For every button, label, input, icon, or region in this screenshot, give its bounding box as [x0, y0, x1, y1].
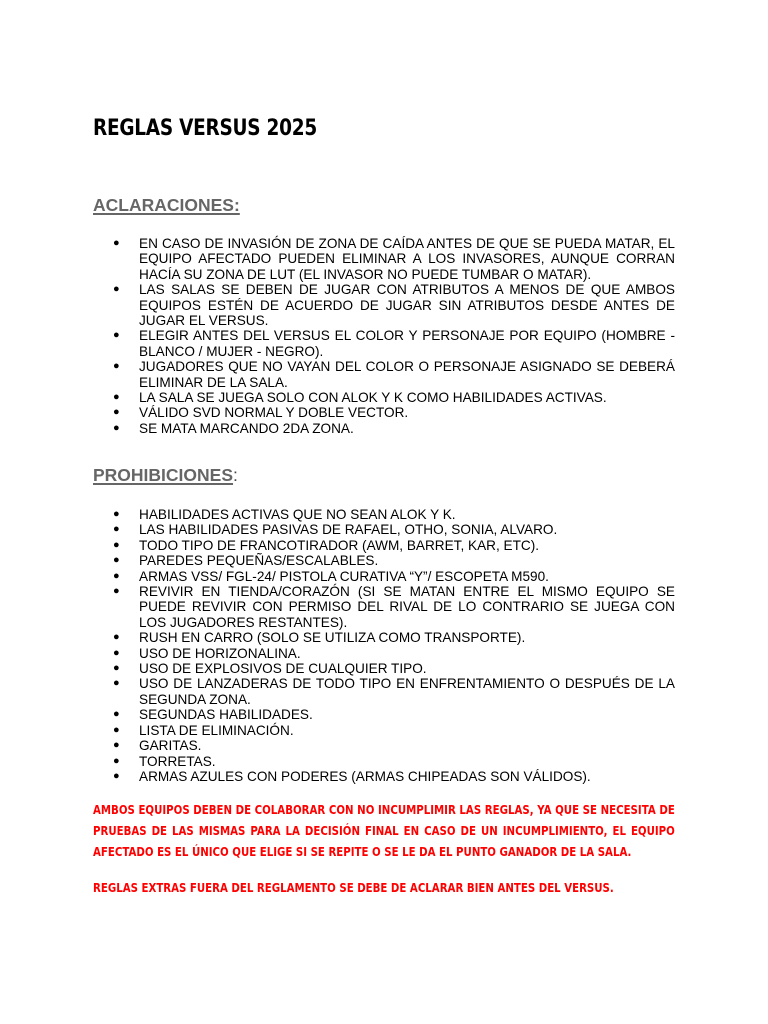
page-title: REGLAS VERSUS 2025	[93, 116, 317, 141]
bullet-icon: ●	[113, 523, 120, 536]
list-item	[93, 390, 675, 405]
bullet-icon: ●	[113, 508, 120, 520]
list-item	[93, 359, 675, 390]
prohibiciones-heading	[93, 465, 238, 486]
list-item-text: LAS HABILIDADES PASIVAS DE RAFAEL, OTHO, SONIA, ALVARO.	[139, 522, 558, 538]
extra-rules-warning	[93, 877, 675, 898]
list-item	[93, 646, 675, 661]
bullet-icon: ●	[113, 677, 120, 690]
list-item	[93, 569, 675, 584]
aclaraciones-heading-text: ACLARACIONES:	[93, 195, 240, 215]
extra-rules-warning-text: REGLAS EXTRAS FUERA DEL REGLAMENTO SE DEBE DE ACLARAR BIEN ANTES DEL VERSUS.	[93, 880, 614, 895]
list-item	[93, 553, 675, 568]
list-item-text: TORRETAS.	[139, 753, 216, 769]
list-item-text: HABILIDADES ACTIVAS QUE NO SEAN ALOK Y K.	[139, 507, 456, 522]
bullet-icon: ●	[113, 723, 120, 736]
list-item-text: USO DE EXPLOSIVOS DE CUALQUIER TIPO.	[139, 661, 427, 677]
bullet-icon: ●	[113, 538, 120, 551]
collaboration-warning	[93, 799, 675, 862]
bullet-icon: ●	[113, 708, 120, 721]
bullet-icon: ●	[113, 769, 120, 782]
list-item-text: USO DE HORIZONALINA.	[139, 645, 301, 661]
list-item-text: ARMAS AZULES CON PODERES (ARMAS CHIPEADAS SON VÁLIDOS).	[139, 768, 591, 784]
bullet-icon: ●	[113, 391, 120, 404]
list-item	[93, 421, 675, 436]
prohibiciones-list	[93, 507, 675, 784]
list-item	[93, 282, 675, 328]
bullet-icon: ●	[113, 585, 120, 598]
list-item	[93, 538, 675, 553]
prohibiciones-heading-colon: :	[233, 465, 238, 485]
bullet-icon: ●	[113, 646, 120, 659]
list-item	[93, 405, 675, 420]
list-item	[93, 328, 675, 359]
list-item	[93, 738, 675, 753]
list-item	[93, 661, 675, 676]
collaboration-warning-text: AMBOS EQUIPOS DEBEN DE COLABORAR CON NO INCUMPLIMIR LAS REGLAS, YA QUE SE NECESITA DE PRUEBAS DE LAS MISMAS PARA LA DECISIÓN FINAL EN CASO DE UN INCUMPLIMIENTO, EL EQUIPO AFECTADO ES EL ÚNICO QUE ELIGE SI SE REPITE O SE LE DA EL PUNTO GANADOR DE LA SALA.	[93, 802, 675, 859]
list-item-text: LISTA DE ELIMINACIÓN.	[139, 722, 294, 738]
list-item-text: EN CASO DE INVASIÓN DE ZONA DE CAÍDA ANTES DE QUE SE PUEDA MATAR, EL EQUIPO AFECTADO PUEDEN ELIMINAR A LOS INVASORES, AUNQUE CORRAN HACÍA SU ZONA DE LUT (EL INVASOR NO PUEDE TUMBAR O MATAR).	[139, 236, 675, 282]
list-item	[93, 630, 675, 645]
aclaraciones-list	[93, 236, 675, 436]
list-item	[93, 507, 675, 522]
bullet-icon: ●	[113, 754, 120, 767]
aclaraciones-heading	[93, 195, 240, 216]
list-item	[93, 236, 675, 282]
list-item-text: TODO TIPO DE FRANCOTIRADOR (AWM, BARRET, KAR, ETC).	[139, 537, 540, 553]
list-item	[93, 584, 675, 630]
list-item-text: SEGUNDAS HABILIDADES.	[139, 707, 313, 723]
list-item-text: GARITAS.	[139, 738, 202, 754]
bullet-icon: ●	[113, 283, 120, 296]
list-item	[93, 769, 675, 784]
list-item-text: ARMAS VSS/ FGL-24/ PISTOLA CURATIVA “Y”/ ESCOPETA M590.	[139, 568, 549, 584]
list-item-text: VÁLIDO SVD NORMAL Y DOBLE VECTOR.	[139, 405, 409, 421]
bullet-icon: ●	[113, 421, 120, 434]
list-item	[93, 676, 675, 707]
list-item-text: ELEGIR ANTES DEL VERSUS EL COLOR Y PERSONAJE POR EQUIPO (HOMBRE - BLANCO / MUJER - NEGRO).	[139, 328, 675, 359]
list-item-text: LA SALA SE JUEGA SOLO CON ALOK Y K COMO HABILIDADES ACTIVAS.	[139, 390, 607, 406]
bullet-icon: ●	[113, 739, 120, 752]
list-item-text: SE MATA MARCANDO 2DA ZONA.	[139, 420, 354, 436]
list-item-text: PAREDES PEQUEÑAS/ESCALABLES.	[139, 553, 379, 569]
list-item-text: USO DE LANZADERAS DE TODO TIPO EN ENFRENTAMIENTO O DESPUÉS DE LA SEGUNDA ZONA.	[139, 676, 675, 707]
bullet-icon: ●	[113, 237, 120, 249]
list-item-text: REVIVIR EN TIENDA/CORAZÓN (SI SE MATAN ENTRE EL MISMO EQUIPO SE PUEDE REVIVIR CON PERMISO DEL RIVAL DE LO CONTRARIO SE JUEGA CON LOS JUGADORES RESTANTES).	[139, 584, 675, 630]
prohibiciones-heading-text: PROHIBICIONES	[93, 465, 234, 485]
list-item-text: RUSH EN CARRO (SOLO SE UTILIZA COMO TRANSPORTE).	[139, 630, 526, 646]
list-item	[93, 522, 675, 537]
bullet-icon: ●	[113, 662, 120, 675]
bullet-icon: ●	[113, 569, 120, 582]
bullet-icon: ●	[113, 631, 120, 644]
list-item-text: JUGADORES QUE NO VAYAN DEL COLOR O PERSONAJE ASIGNADO SE DEBERÁ ELIMINAR DE LA SALA.	[139, 359, 675, 390]
list-item-text: LAS SALAS SE DEBEN DE JUGAR CON ATRIBUTOS A MENOS DE QUE AMBOS EQUIPOS ESTÉN DE ACUERDO DE JUGAR SIN ATRIBUTOS DESDE ANTES DE JUGAR EL VERSUS.	[139, 282, 675, 329]
bullet-icon: ●	[113, 406, 120, 419]
bullet-icon: ●	[113, 554, 120, 567]
bullet-icon: ●	[113, 329, 120, 342]
bullet-icon: ●	[113, 360, 120, 373]
list-item	[93, 723, 675, 738]
list-item	[93, 754, 675, 769]
list-item	[93, 707, 675, 722]
